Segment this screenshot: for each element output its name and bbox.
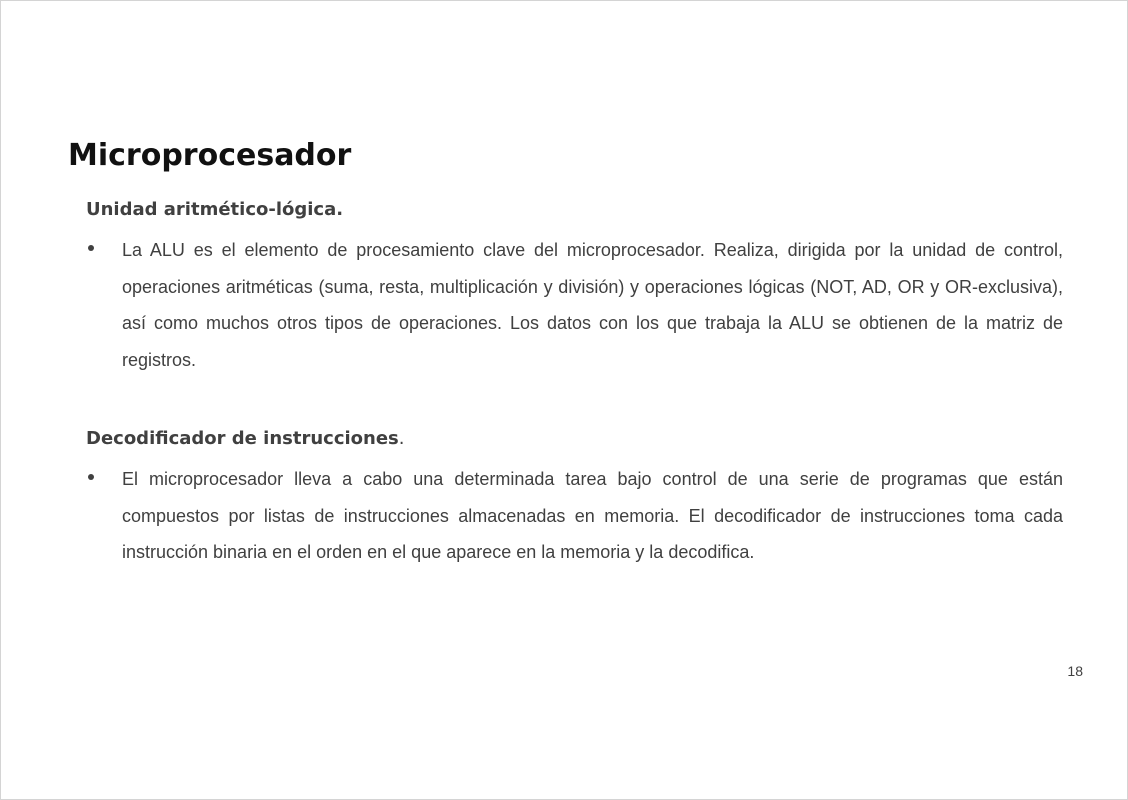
bullet-item [86, 461, 1063, 571]
section-alu [86, 196, 1063, 378]
section-heading [86, 196, 1063, 224]
bullet-text: La ALU es el elemento de procesamiento clave del microprocesador. Realiza, dirigida por la unidad de control, operaciones aritméticas (suma, resta, multiplicación y división) y operaciones lógicas (NOT, AD, OR y OR-exclusiva), así como muchos otros tipos de operaciones. Los datos con los que trabaja la ALU se obtienen de la matriz de registros. [122, 240, 1063, 370]
bullet-text: El microprocesador lleva a cabo una determinada tarea bajo control de una serie de programas que están compuestos por listas de instrucciones almacenadas en memoria. El decodificador de instrucciones toma cada instrucción binaria en el orden en el que aparece en la memoria y la decodifica. [122, 469, 1063, 562]
slide-title: Microprocesador [68, 138, 352, 173]
section-heading-suffix: . [398, 428, 405, 449]
section-heading-text: Unidad aritmético-lógica. [86, 199, 344, 220]
section-heading-text: Decodificador de instrucciones [86, 428, 399, 449]
section-decoder [86, 425, 1063, 571]
bullet-icon [88, 474, 94, 480]
bullet-icon [88, 245, 94, 251]
section-heading [86, 425, 1063, 453]
page-number: 18 [1067, 663, 1083, 679]
bullet-item [86, 232, 1063, 378]
